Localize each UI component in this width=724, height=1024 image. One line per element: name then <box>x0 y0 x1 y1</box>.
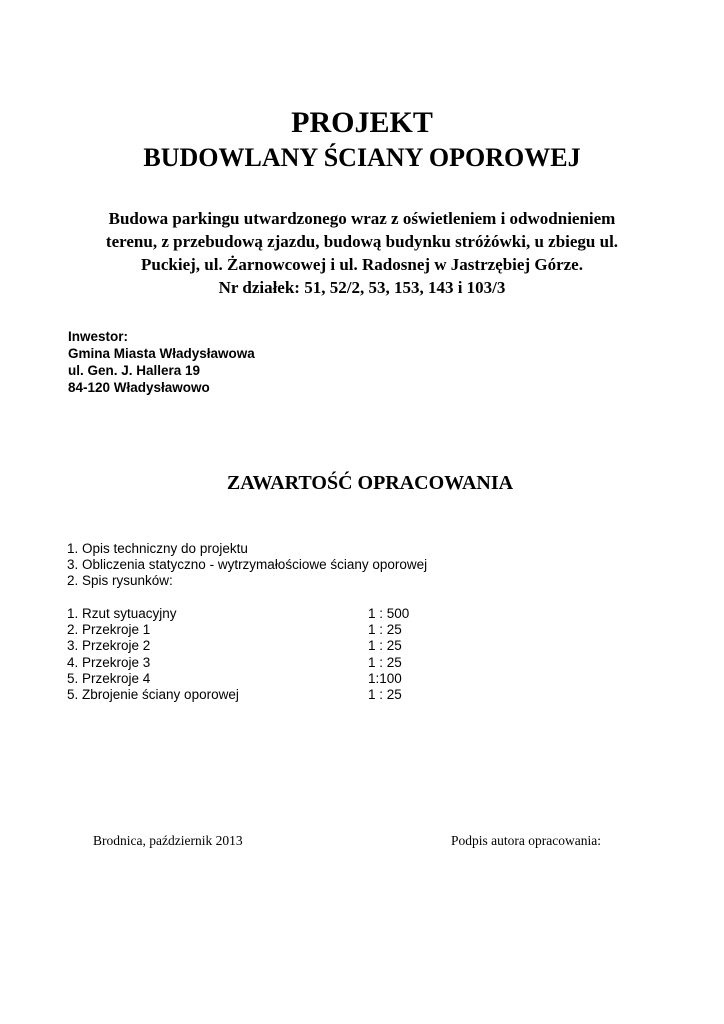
drawing-name: 3. Przekroje 2 <box>67 638 151 654</box>
investor-city: 84-120 Władysławowo <box>68 380 210 395</box>
drawing-scale: 1 : 500 <box>368 606 410 621</box>
description-line: Budowa parkingu utwardzonego wraz z oświetleniem i odwodnieniem <box>108 209 616 228</box>
contents-heading: ZAWARTOŚĆ OPRACOWANIA <box>226 472 514 494</box>
investor-block <box>68 328 255 396</box>
list-item: 2. Spis rysunków: <box>67 573 173 589</box>
drawing-name: 2. Przekroje 1 <box>67 622 151 638</box>
project-description <box>60 207 664 299</box>
place-and-date: Brodnica, październik 2013 <box>93 833 243 848</box>
description-line: terenu, z przebudową zjazdu, budową budynku stróżówki, u zbiegu ul. <box>105 232 619 251</box>
plot-numbers: Nr działek: 51, 52/2, 53, 153, 143 i 103/3 <box>218 278 506 297</box>
list-item: 1. Opis techniczny do projektu <box>67 541 248 556</box>
investor-label: Inwestor: <box>68 329 129 344</box>
drawing-name: 5. Przekroje 4 <box>67 670 151 686</box>
drawing-name: 5. Zbrojenie ściany oporowej <box>67 686 239 702</box>
drawing-scale: 1 : 25 <box>368 622 402 638</box>
drawing-name: 4. Przekroje 3 <box>67 654 151 670</box>
description-line: Puckiej, ul. Żarnowcowej i ul. Radosnej w Jastrzębiej Górze. <box>141 255 583 274</box>
investor-street: ul. Gen. J. Hallera 19 <box>68 363 201 378</box>
document-title: PROJEKT <box>291 106 433 139</box>
drawing-scale: 1 : 25 <box>368 654 402 670</box>
drawing-scale: 1 : 25 <box>368 638 402 654</box>
document-subtitle: BUDOWLANY ŚCIANY OPOROWEJ <box>143 143 581 172</box>
drawing-name: 1. Rzut sytuacyjny <box>67 606 177 621</box>
drawing-scale: 1:100 <box>368 670 402 686</box>
signature-label: Podpis autora opracowania: <box>451 833 601 848</box>
list-item: 3. Obliczenia statyczno - wytrzymałościowe ściany oporowej <box>67 557 428 573</box>
investor-name: Gmina Miasta Władysławowa <box>68 346 255 361</box>
contents-list <box>67 541 427 590</box>
drawing-scale: 1 : 25 <box>368 686 402 702</box>
